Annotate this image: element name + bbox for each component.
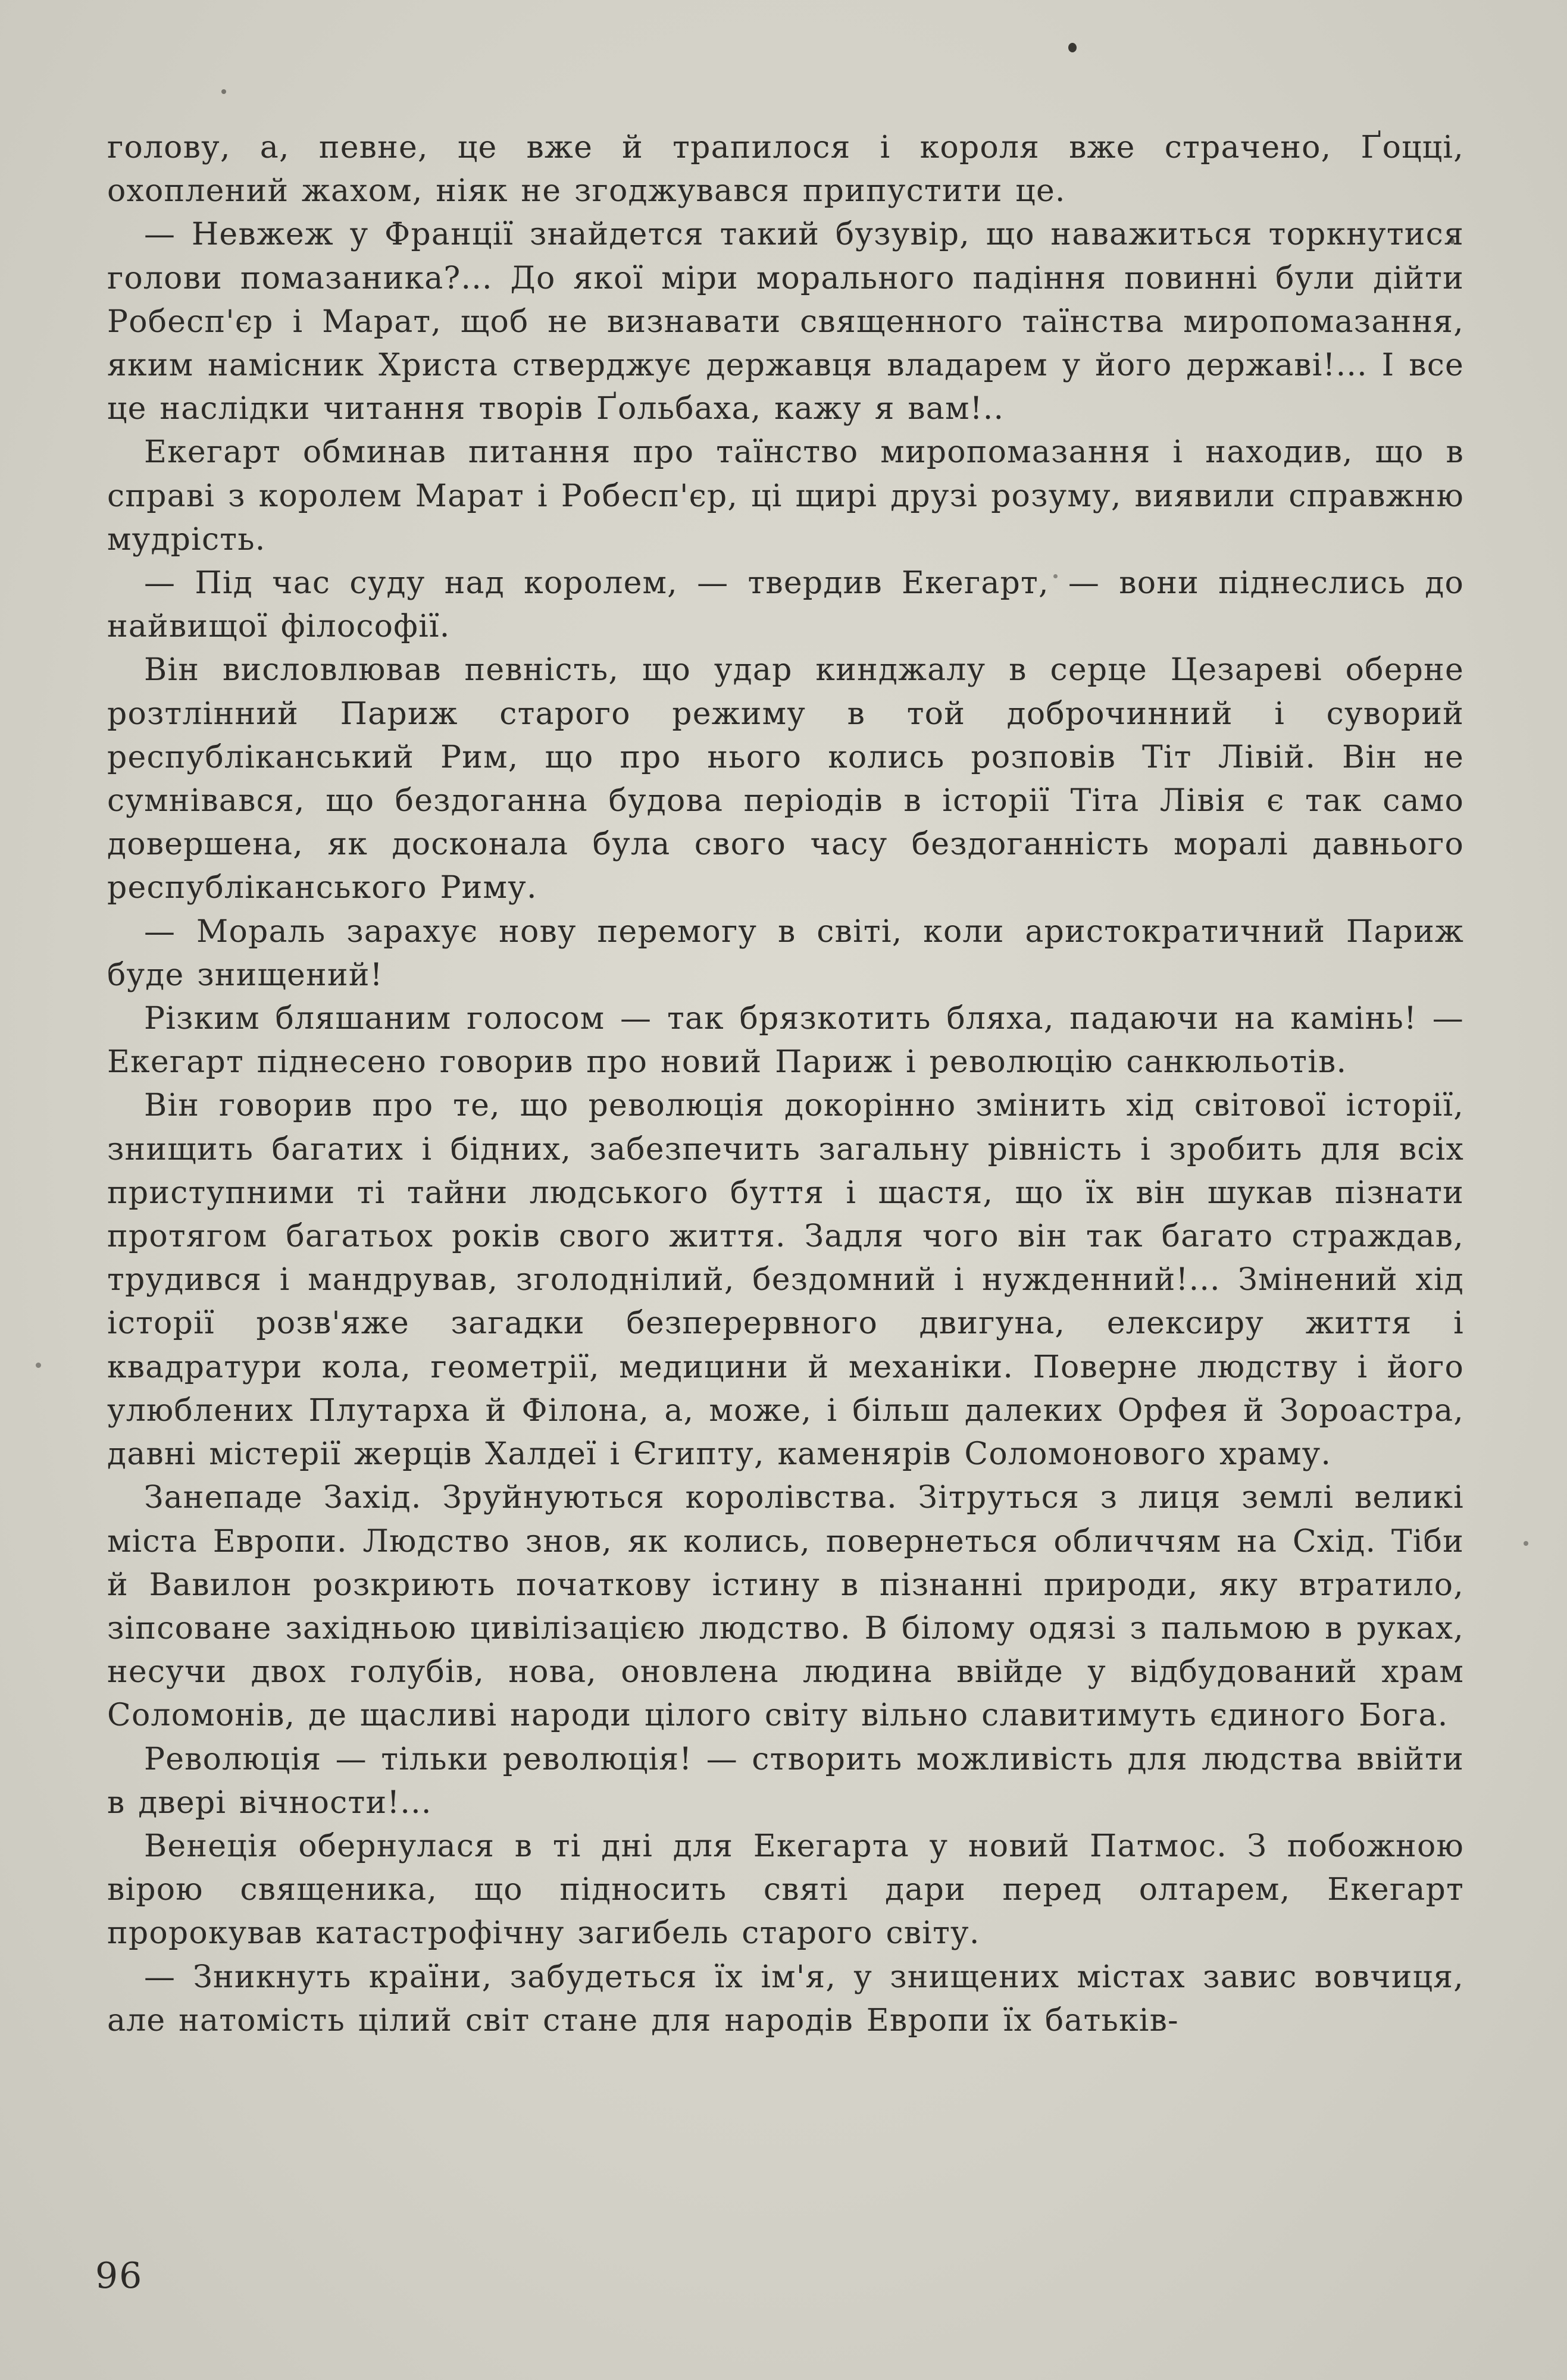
paragraph: Він говорив про те, що революція докорінно змінить хід світової історії, знищить багатих і бідних, забезпечить загальну рівність і зробить для всіх приступними ті тайни людського буття і щастя, що їх він шукав пізнати протягом багатьох років свого життя. Задля чого він так багато страждав, трудився і мандрував, зголоднілий, бездомний і нужденний!... Змінений хід історії розв'яже загадки безперервного двигуна, елексиру життя і квадратури кола, геометрії, медицини й механіки. Поверне людству і його улюблених Плутарха й Філона, а, може, і більш далеких Орфея й Зороастра, давні містерії жерців Халдеї і Єгипту, каменярів Соломонового храму.: [107, 1088, 1464, 1473]
paragraph: — Невжеж у Франції знайдется такий бузувір, що наважиться торкнутися голови помазаника?... До якої міри морального падіння повинні були дійти Робесп'єр і Марат, щоб не визнавати священного таїнства миропомазання, яким намісник Христа стверджує державця владарем у його державі!... І все це наслідки читання творів Ґольбаха, кажу я вам!..: [107, 217, 1464, 427]
paragraph: Революція — тільки революція! — створить можливість для людства ввійти в двері вічности!...: [107, 1741, 1464, 1821]
ink-speck: [1068, 43, 1077, 52]
paragraph: — Мораль зарахує нову перемогу в світі, коли аристократичний Париж буде знищений!: [107, 913, 1464, 993]
ink-speck: [36, 1363, 41, 1368]
paragraph: Він висловлював певність, що удар кинджалу в серце Цезареві оберне розтлінний Париж старого режиму в той доброчинний і суворий республіканський Рим, що про нього колись розповів Тіт Лівій. Він не сумнівався, що бездоганна будова періодів в історії Тіта Лівія є так само довершена, як досконала була свого часу бездоганність моралі давнього республіканського Риму.: [107, 652, 1464, 906]
paragraph: Венеція обернулася в ті дні для Екегарта у новий Патмос. З побожною вірою священика, що підносить святі дари перед олтарем, Екегарт пророкував катастрофічну загибель старого світу.: [107, 1828, 1464, 1952]
page-number: 96: [95, 2255, 143, 2297]
ink-speck: [1524, 1541, 1528, 1546]
paragraph: Різким бляшаним голосом — так брязкотить бляха, падаючи на камінь! — Екегарт піднесено говорив про новий Париж і революцію санкюльотів.: [107, 1001, 1464, 1081]
paragraph: голову, а, певне, це вже й трапилося і короля вже страчено, Ґоцці, охоплений жахом, ніяк не згоджувався припустити це.: [107, 130, 1464, 209]
paragraph: — Зникнуть країни, забудеться їх ім'я, у знищених містах завис вовчиця, але натомість цілий світ стане для народів Европи їх батьків-: [107, 1959, 1464, 2038]
paragraph: Занепаде Захід. Зруйнуються королівства. Зітруться з лиця землі великі міста Европи. Людство знов, як колись, повернеться обличчям на Схід. Тіби й Вавилон розкриють початкову істину в пізнанні природи, яку втратило, зіпсоване західньою цивілізацією людство. В білому одязі з пальмою в руках, несучи двох голубів, нова, оновлена людина ввійде у відбудований храм Соломонів, де щасливі народи цілого світу вільно славитимуть єдиного Бога.: [107, 1480, 1464, 1734]
page-body-text: [107, 126, 1464, 2043]
ink-speck: [221, 89, 226, 94]
paragraph: — Під час суду над королем, — твердив Екегарт, — вони піднеслись до найвищої філософії.: [107, 565, 1464, 645]
paragraph: Екегарт обминав питання про таїнство миропомазання і находив, що в справі з королем Марат і Робесп'єр, ці щирі друзі розуму, виявили справжню мудрість.: [107, 434, 1464, 558]
